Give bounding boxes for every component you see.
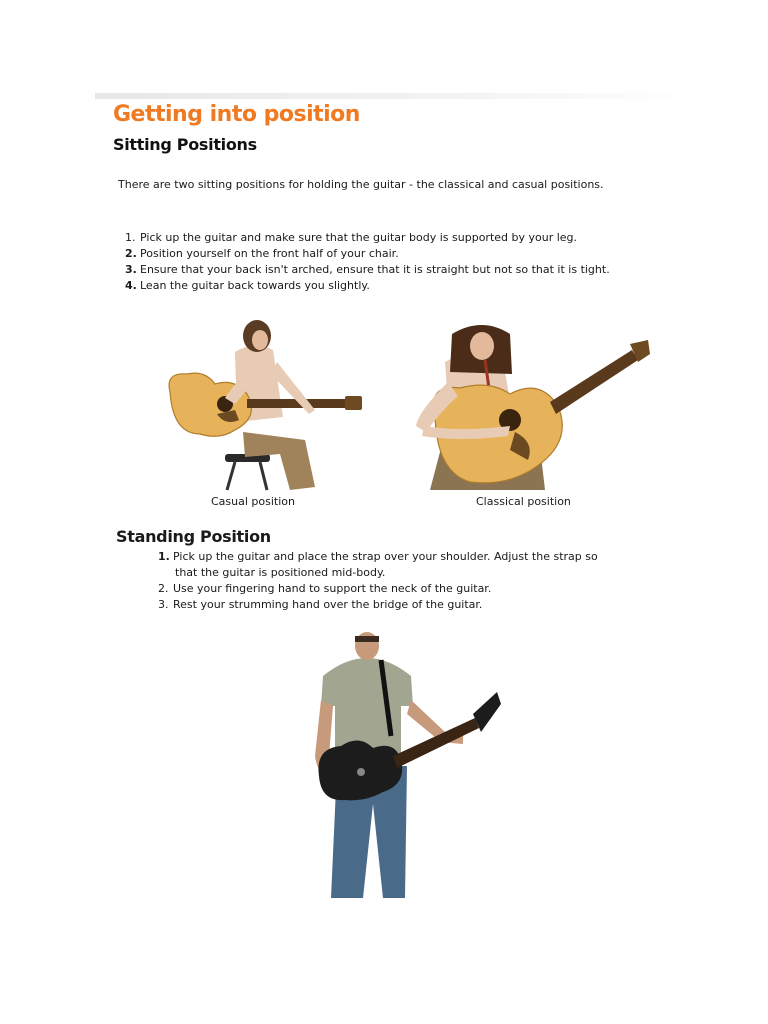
- header-rule: [95, 93, 700, 99]
- page-title: Getting into position: [113, 102, 360, 127]
- sitting-step: 2. Position yourself on the front half of your chair.: [125, 247, 399, 260]
- standing-position-heading: Standing Position: [116, 527, 271, 546]
- sitting-step: 1. Pick up the guitar and make sure that the guitar body is supported by your leg.: [125, 231, 578, 244]
- standing-step: 2. Use your fingering hand to support the neck of the guitar.: [158, 582, 492, 595]
- standing-steps-list: [158, 549, 628, 613]
- sitting-step: 4. Lean the guitar back towards you slightly.: [125, 279, 370, 292]
- casual-position-photo: [165, 322, 365, 492]
- standing-step: 1. Pick up the guitar and place the strap over your shoulder. Adjust the strap so that the guitar is positioned mid-body.: [158, 550, 598, 579]
- sitting-step: 3. Ensure that your back isn't arched, ensure that it is straight but not so that it is tight.: [125, 263, 610, 276]
- standing-position-photo: [315, 636, 505, 898]
- sitting-positions-heading: Sitting Positions: [113, 135, 257, 154]
- sitting-steps-list: [125, 230, 610, 294]
- standing-step: 3. Rest your strumming hand over the bridge of the guitar.: [158, 598, 483, 611]
- classical-position-caption: Classical position: [476, 495, 571, 508]
- sitting-intro-text: There are two sitting positions for holding the guitar - the classical and casual positions.: [118, 178, 604, 191]
- classical-position-photo: [410, 322, 650, 492]
- casual-position-caption: Casual position: [211, 495, 295, 508]
